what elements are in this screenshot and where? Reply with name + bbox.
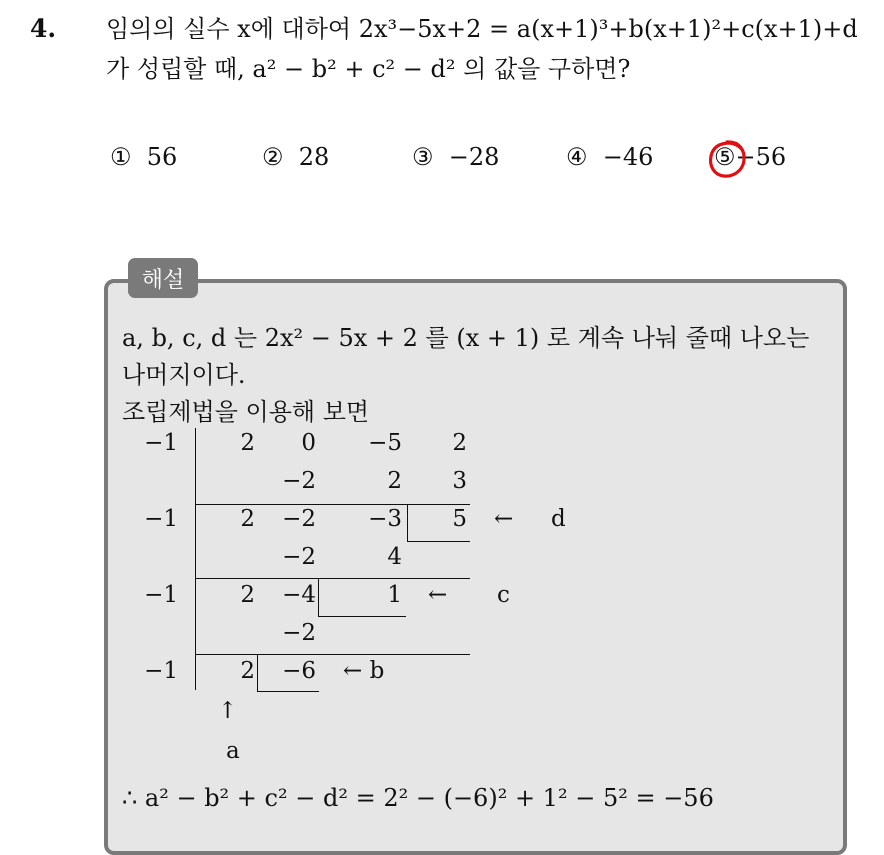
option-2-value: 28 — [298, 143, 330, 171]
division-cell: 2 — [240, 430, 255, 456]
remainder-c-underline — [318, 616, 406, 617]
question-stem-line1: 임의의 실수 x에 대하여 2x³−5x+2 = a(x+1)³+b(x+1)²+c(x+1)+d — [106, 15, 858, 43]
division-cell: 2 — [240, 582, 255, 608]
divisor-value: −1 — [144, 430, 178, 456]
division-cell: 0 — [301, 430, 316, 456]
option-5-value: −56 — [735, 143, 787, 171]
division-vertical-line — [195, 428, 196, 690]
remainder-d-underline — [407, 541, 470, 542]
option-2-number: ② — [262, 143, 284, 171]
division-cell: −2 — [282, 468, 316, 494]
a-label: a — [226, 738, 240, 764]
solution-line2: 나머지이다. — [122, 361, 246, 389]
option-5-number: ⑤ — [714, 143, 736, 171]
division-cell: −2 — [282, 506, 316, 532]
division-cell: 3 — [452, 468, 467, 494]
solution-line3: 조립제법을 이용해 보면 — [122, 398, 370, 426]
division-cell: 2 — [387, 468, 402, 494]
divisor-value: −1 — [144, 506, 178, 532]
remainder-b-underline — [257, 691, 319, 692]
left-arrow-icon: ← — [428, 582, 448, 608]
division-rule-2 — [195, 578, 470, 579]
remainder-b-vertical — [257, 654, 258, 691]
left-arrow-icon: ← — [494, 506, 514, 532]
division-cell: −6 — [282, 658, 316, 684]
option-3-number: ③ — [412, 143, 434, 171]
division-rule-1 — [195, 504, 470, 505]
solution-line1: a, b, c, d 는 2x² − 5x + 2 를 (x + 1) 로 계속 나눠 줄때 나오는 — [122, 324, 810, 352]
division-rule-3 — [195, 654, 470, 655]
selected-answer-circle-icon — [706, 138, 748, 180]
division-cell: 4 — [387, 544, 402, 570]
option-4[interactable] — [566, 143, 653, 171]
c-label: c — [497, 582, 510, 608]
option-3-value: −28 — [448, 143, 500, 171]
option-1[interactable] — [110, 143, 177, 171]
a-arrow-icon: ↑ — [218, 698, 238, 724]
solution-conclusion: ∴ a² − b² + c² − d² = 2² − (−6)² + 1² − 5² = −56 — [122, 784, 714, 812]
divisor-value: −1 — [144, 658, 178, 684]
option-1-number: ① — [110, 143, 132, 171]
d-label: d — [551, 506, 566, 532]
division-cell: 2 — [240, 658, 255, 684]
divisor-value: −1 — [144, 582, 178, 608]
question-number: 4. — [30, 14, 57, 43]
remainder-d-vertical — [407, 504, 408, 541]
division-cell: 5 — [452, 506, 467, 532]
division-cell: −2 — [282, 544, 316, 570]
option-4-number: ④ — [566, 143, 588, 171]
division-cell: −2 — [282, 620, 316, 646]
division-cell: 2 — [452, 430, 467, 456]
option-4-value: −46 — [602, 143, 654, 171]
division-cell: 1 — [387, 582, 402, 608]
division-cell: −4 — [282, 582, 316, 608]
division-cell: −5 — [368, 430, 402, 456]
division-cell: −3 — [368, 506, 402, 532]
option-3[interactable] — [412, 143, 499, 171]
remainder-c-vertical — [318, 578, 319, 616]
solution-title: 해설 — [128, 258, 198, 298]
option-1-value: 56 — [146, 143, 178, 171]
b-arrow-label: ← b — [343, 658, 385, 684]
option-2[interactable] — [262, 143, 329, 171]
division-cell: 2 — [240, 506, 255, 532]
question-stem-line2: 가 성립할 때, a² − b² + c² − d² 의 값을 구하면? — [106, 55, 631, 83]
